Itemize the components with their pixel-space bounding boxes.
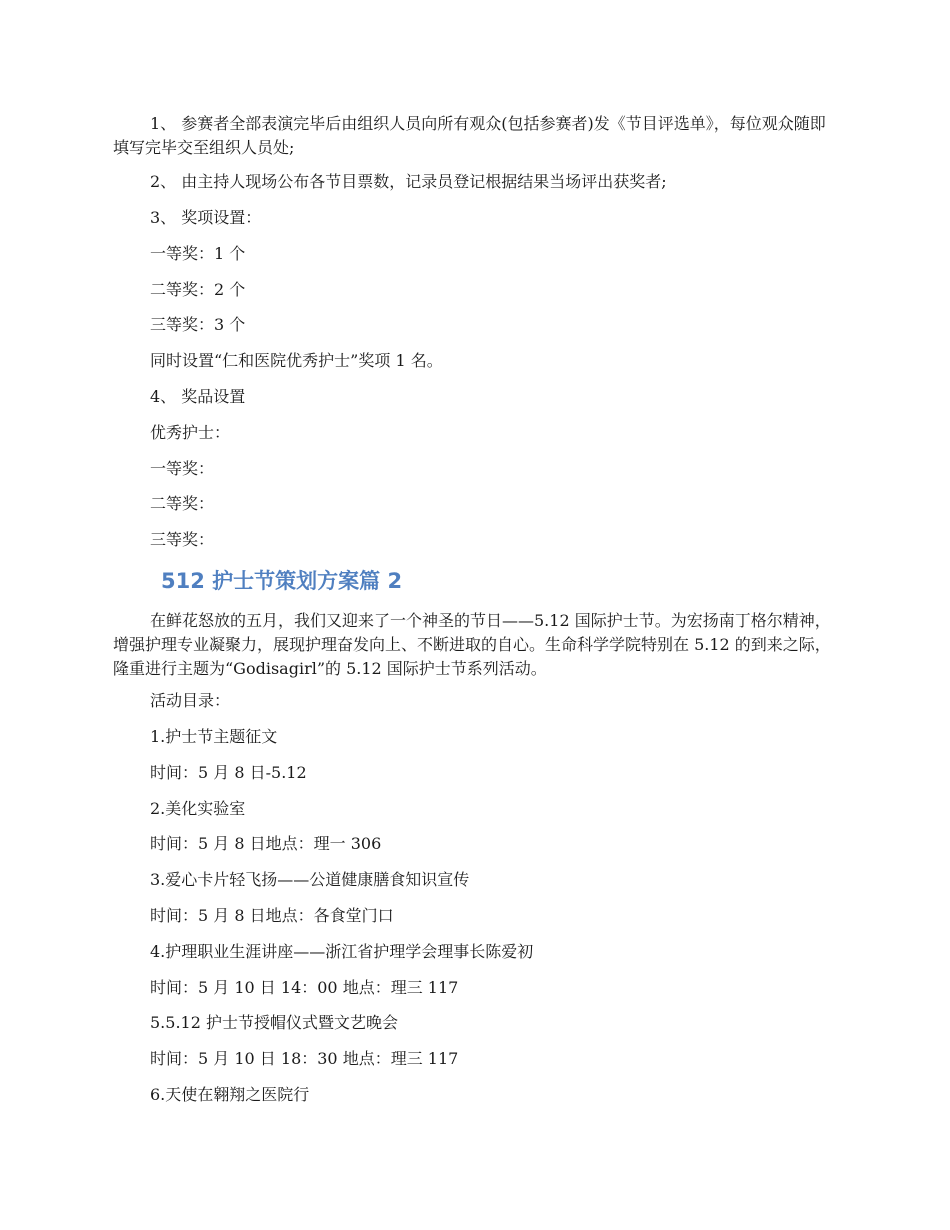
paragraph-item-3: 3、 奖项设置： — [150, 208, 262, 227]
activity-2-title: 2.美化实验室 — [150, 799, 246, 818]
prize-second: 二等奖：2 个 — [150, 280, 246, 299]
prize-first: 一等奖：1 个 — [150, 244, 246, 263]
activity-1-title: 1.护士节主题征文 — [150, 727, 278, 746]
gift-first: 一等奖： — [150, 459, 215, 478]
paragraph-item-1: 1、 参赛者全部表演完毕后由组织人员向所有观众(包括参赛者)发《节目评选单》，每位观众随即填写完毕交至组织人员处; — [113, 114, 826, 157]
activity-3-title: 3.爱心卡片轻飞扬——公道健康膳食知识宣传 — [150, 870, 470, 889]
prize-third: 三等奖：3 个 — [150, 315, 246, 334]
section-heading: 512 护士节策划方案篇 2 — [161, 569, 403, 593]
gift-third: 三等奖： — [150, 530, 215, 549]
excellent-nurse-label: 优秀护士： — [150, 423, 231, 442]
activity-5-time: 时间：5 月 10 日 18：30 地点：理三 117 — [150, 1049, 459, 1068]
gift-second: 二等奖： — [150, 494, 215, 513]
activity-1-time: 时间：5 月 8 日-5.12 — [150, 763, 307, 782]
activity-6-title: 6.天使在翱翔之医院行 — [150, 1085, 310, 1104]
activity-4-title: 4.护理职业生涯讲座——浙江省护理学会理事长陈爱初 — [150, 942, 534, 961]
activity-2-time: 时间：5 月 8 日地点：理一 306 — [150, 834, 382, 853]
activity-catalog-label: 活动目录： — [150, 691, 231, 710]
intro-paragraph: 在鲜花怒放的五月，我们又迎来了一个神圣的节日——5.12 国际护士节。为宏扬南丁格尔精神，增强护理专业凝聚力，展现护理奋发向上、不断进取的自心。生命科学学院特别在 5.12 的到来之际，隆重进行主题为“Godisagirl”的 5.12 国际护士节系列活动。 — [113, 611, 831, 678]
paragraph-item-2: 2、 由主持人现场公布各节目票数，记录员登记根据结果当场评出获奖者; — [150, 172, 667, 191]
activity-5-title: 5.5.12 护士节授帽仪式暨文艺晚会 — [150, 1013, 398, 1032]
special-award: 同时设置“仁和医院优秀护士”奖项 1 名。 — [150, 351, 443, 370]
paragraph-item-4: 4、 奖品设置 — [150, 387, 246, 406]
activity-3-time: 时间：5 月 8 日地点：各食堂门口 — [150, 906, 394, 925]
activity-4-time: 时间：5 月 10 日 14：00 地点：理三 117 — [150, 978, 459, 997]
